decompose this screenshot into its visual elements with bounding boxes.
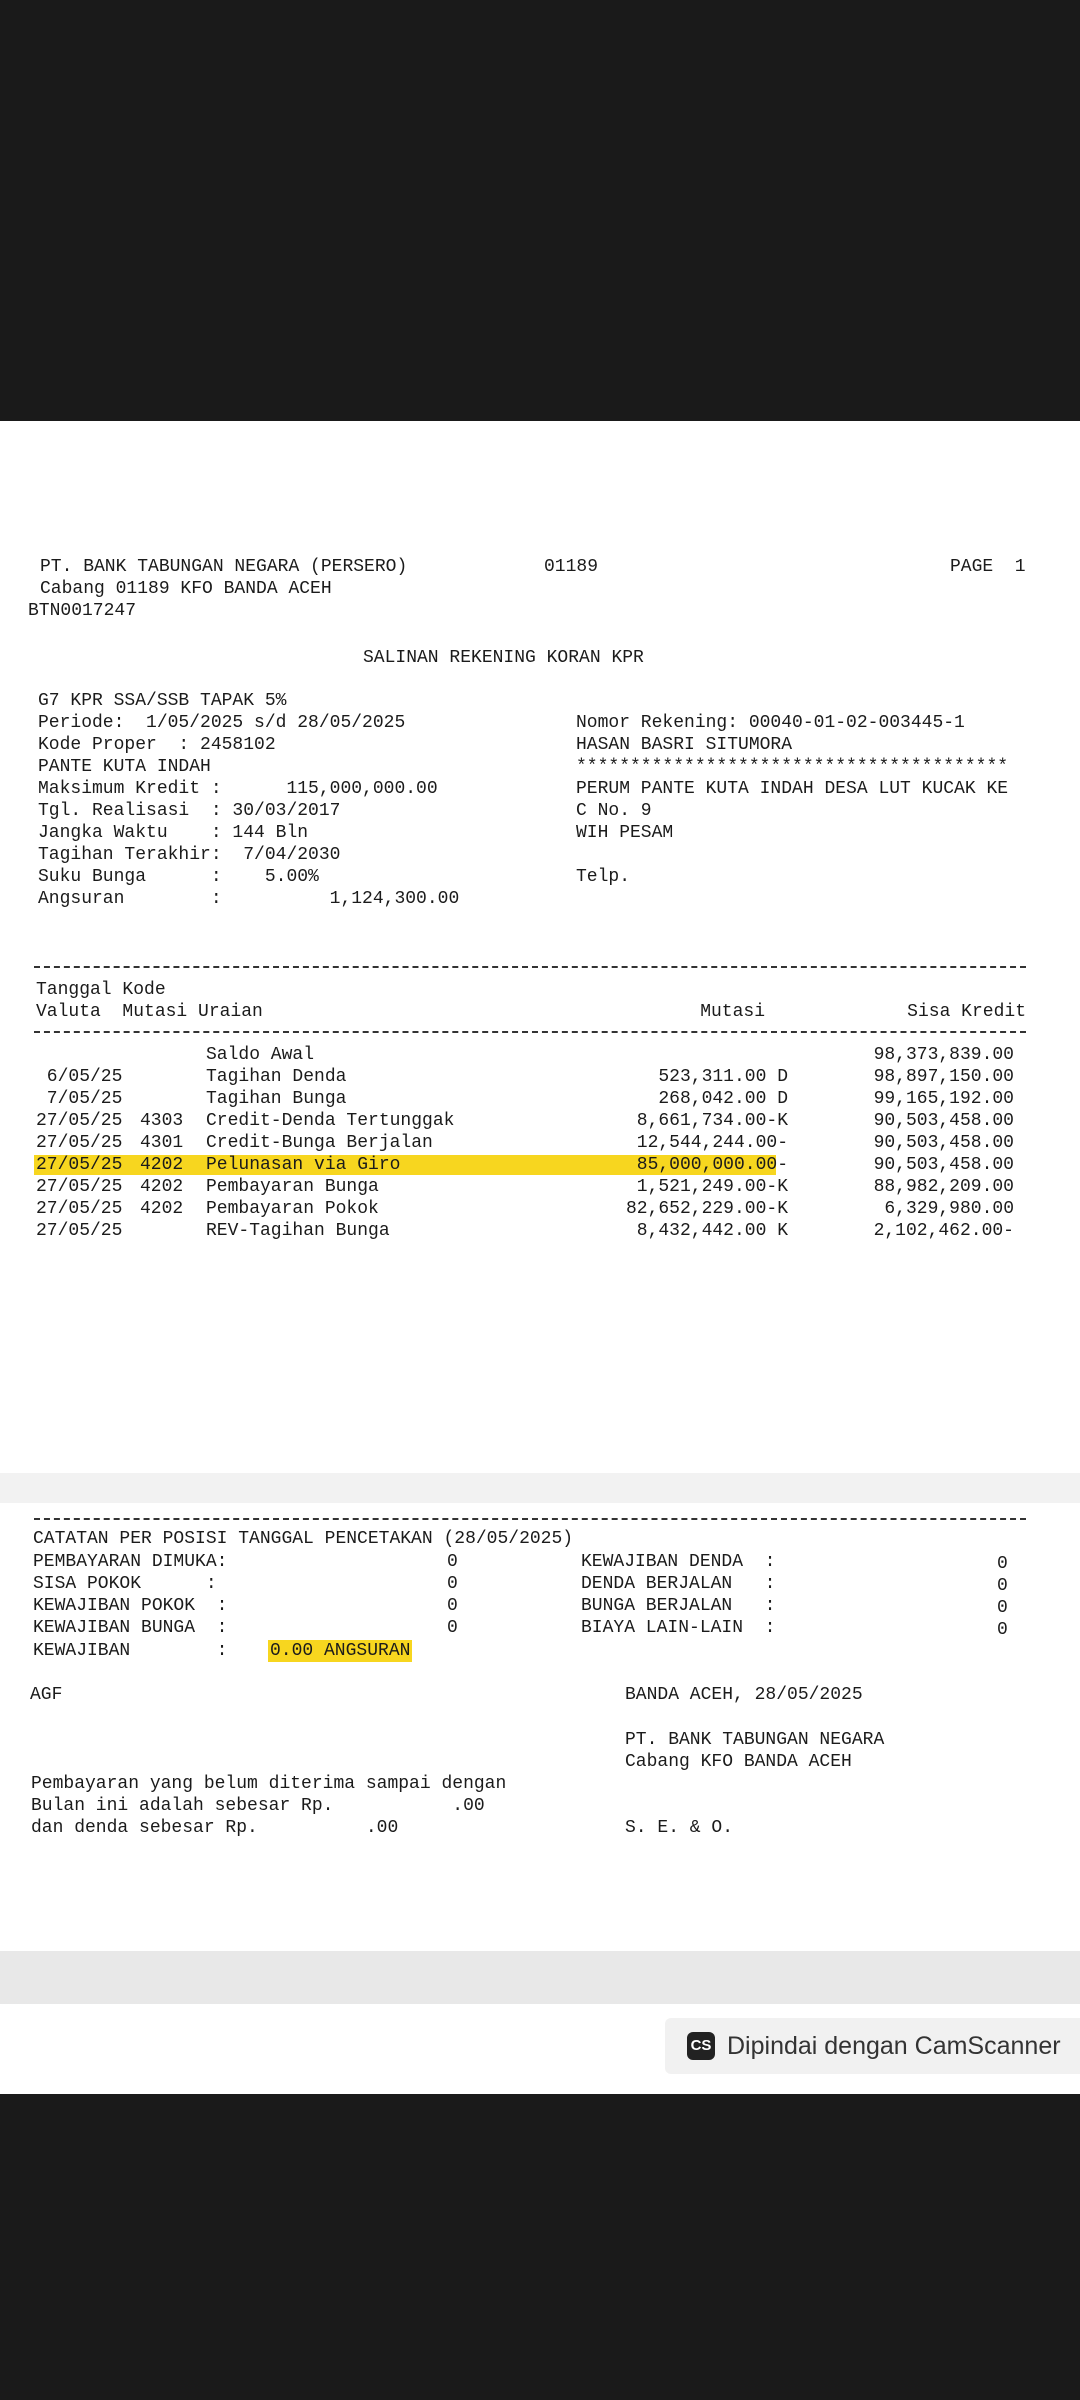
row-description: REV-Tagihan Bunga [206, 1221, 390, 1241]
row-code: 4301 [140, 1133, 184, 1153]
row-mutasi: 523,311.00 D [658, 1067, 788, 1087]
note-label: PEMBAYARAN DIMUKA: [33, 1552, 228, 1572]
row-code: 4202 [140, 1155, 184, 1175]
loan-tenor: Jangka Waktu : 144 Bln [38, 823, 309, 843]
camscanner-logo-icon: CS [687, 2032, 715, 2060]
note-value: 0 [997, 1598, 1008, 1618]
document-title: SALINAN REKENING KORAN KPR [363, 648, 644, 668]
row-description: Tagihan Bunga [206, 1089, 347, 1109]
row-description: Pembayaran Pokok [206, 1199, 379, 1219]
notes-heading: CATATAN PER POSISI TANGGAL PENCETAKAN (28/05/2025) [33, 1529, 574, 1549]
address-line-2: C No. 9 [576, 801, 652, 821]
row-mutasi: 82,652,229.00-K [625, 1199, 788, 1219]
row-sisa-kredit: 99,165,192.00 [873, 1089, 1014, 1109]
row-mutasi: 8,661,734.00-K [636, 1111, 788, 1131]
note-value: 0 [997, 1576, 1008, 1596]
installment-amount: Angsuran : 1,124,300.00 [38, 889, 460, 909]
note-label: KEWAJIBAN POKOK : [33, 1596, 228, 1616]
note-label: SISA POKOK : [33, 1574, 217, 1594]
address-line-1: PERUM PANTE KUTA INDAH DESA LUT KUCAK KE [576, 779, 1009, 799]
row-mutasi: 8,432,442.00 K [636, 1221, 788, 1241]
row-mutasi: 12,544,244.00- [636, 1133, 788, 1153]
column-header-line-1: Tanggal Kode [36, 980, 166, 1000]
row-sisa-kredit: 6,329,980.00 [884, 1199, 1014, 1219]
divider [34, 1031, 1026, 1033]
bank-signature-line-1: PT. BANK TABUNGAN NEGARA [625, 1730, 885, 1750]
note-label: DENDA BERJALAN : [581, 1574, 776, 1594]
separator-stars: **************************************** [576, 757, 1009, 777]
bank-signature-line-2: Cabang KFO BANDA ACEH [625, 1752, 852, 1772]
footer-note-line-3: dan denda sebesar Rp. .00 [31, 1818, 399, 1838]
row-mutasi: 85,000,000.00- [636, 1155, 788, 1175]
note-value: 0 [447, 1596, 458, 1616]
note-label: BUNGA BERJALAN : [581, 1596, 776, 1616]
document-code: BTN0017247 [28, 601, 137, 621]
note-value: 0 [447, 1552, 458, 1572]
column-header-line-2: Valuta Mutasi Uraian [36, 1002, 263, 1022]
branch-code: 01189 [544, 557, 599, 577]
row-description: Tagihan Denda [206, 1067, 347, 1087]
page-number: PAGE 1 [950, 557, 1026, 577]
camscanner-text: Dipindai dengan CamScanner [727, 2031, 1061, 2060]
row-date: 27/05/25 [36, 1221, 123, 1241]
note-label: BIAYA LAIN-LAIN : [581, 1618, 776, 1638]
row-code: 4303 [140, 1111, 184, 1131]
divider [34, 966, 1026, 968]
place-and-date: BANDA ACEH, 28/05/2025 [625, 1685, 863, 1705]
errors-omissions-mark: S. E. & O. [625, 1818, 734, 1838]
row-mutasi: 1,521,249.00-K [636, 1177, 788, 1197]
scan-shade [0, 1473, 1080, 1503]
camscanner-watermark [665, 2018, 1080, 2074]
row-sisa-kredit: 98,897,150.00 [873, 1067, 1014, 1087]
row-date: 27/05/25 [36, 1199, 123, 1219]
row-date: 27/05/25 [36, 1155, 123, 1175]
row-date: 27/05/25 [36, 1111, 123, 1131]
scan-shade-bottom [0, 1951, 1080, 2004]
agf-code: AGF [30, 1685, 63, 1705]
note-value: 0 [997, 1620, 1008, 1640]
row-code: 4202 [140, 1199, 184, 1219]
statement-period: Periode: 1/05/2025 s/d 28/05/2025 [38, 713, 406, 733]
account-number: Nomor Rekening: 00040-01-02-003445-1 [576, 713, 965, 733]
note-value: 0 [447, 1618, 458, 1638]
row-code: 4202 [140, 1177, 184, 1197]
footer-note-line-1: Pembayaran yang belum diterima sampai dengan [31, 1774, 507, 1794]
row-sisa-kredit: 2,102,462.00- [873, 1221, 1014, 1241]
row-description: Pembayaran Bunga [206, 1177, 379, 1197]
kewajiban-value-highlighted: 0.00 ANGSURAN [270, 1641, 411, 1661]
column-header-mutasi: Mutasi [700, 1002, 765, 1022]
note-label: KEWAJIBAN DENDA : [581, 1552, 776, 1572]
row-sisa-kredit: 90,503,458.00 [873, 1133, 1014, 1153]
note-value: 0 [997, 1554, 1008, 1574]
row-date: 27/05/25 [36, 1133, 123, 1153]
account-holder: HASAN BASRI SITUMORA [576, 735, 793, 755]
realization-date: Tgl. Realisasi : 30/03/2017 [38, 801, 341, 821]
housing-name: PANTE KUTA INDAH [38, 757, 211, 777]
footer-note-line-2: Bulan ini adalah sebesar Rp. .00 [31, 1796, 485, 1816]
bank-name: PT. BANK TABUNGAN NEGARA (PERSERO) [40, 557, 408, 577]
product-name: G7 KPR SSA/SSB TAPAK 5% [38, 691, 287, 711]
branch-name: Cabang 01189 KFO BANDA ACEH [40, 579, 332, 599]
row-date: 27/05/25 [36, 1177, 123, 1197]
note-label: KEWAJIBAN BUNGA : [33, 1618, 228, 1638]
row-date: 7/05/25 [36, 1089, 123, 1109]
interest-rate: Suku Bunga : 5.00% [38, 867, 319, 887]
address-line-3: WIH PESAM [576, 823, 674, 843]
last-bill-date: Tagihan Terakhir: 7/04/2030 [38, 845, 341, 865]
row-description: Pelunasan via Giro [206, 1155, 401, 1175]
row-description: Saldo Awal [206, 1045, 315, 1065]
divider [34, 1518, 1026, 1520]
column-header-sisa-kredit: Sisa Kredit [907, 1002, 1026, 1022]
row-description: Credit-Bunga Berjalan [206, 1133, 433, 1153]
row-date: 6/05/25 [36, 1067, 123, 1087]
row-sisa-kredit: 88,982,209.00 [873, 1177, 1014, 1197]
phone-label: Telp. [576, 867, 631, 887]
row-sisa-kredit: 90,503,458.00 [873, 1155, 1014, 1175]
kewajiban-label: KEWAJIBAN : [33, 1641, 228, 1661]
proper-code: Kode Proper : 2458102 [38, 735, 276, 755]
row-description: Credit-Denda Tertunggak [206, 1111, 455, 1131]
max-credit: Maksimum Kredit : 115,000,000.00 [38, 779, 438, 799]
note-value: 0 [447, 1574, 458, 1594]
row-mutasi: 268,042.00 D [658, 1089, 788, 1109]
row-sisa-kredit: 98,373,839.00 [873, 1045, 1014, 1065]
row-sisa-kredit: 90,503,458.00 [873, 1111, 1014, 1131]
